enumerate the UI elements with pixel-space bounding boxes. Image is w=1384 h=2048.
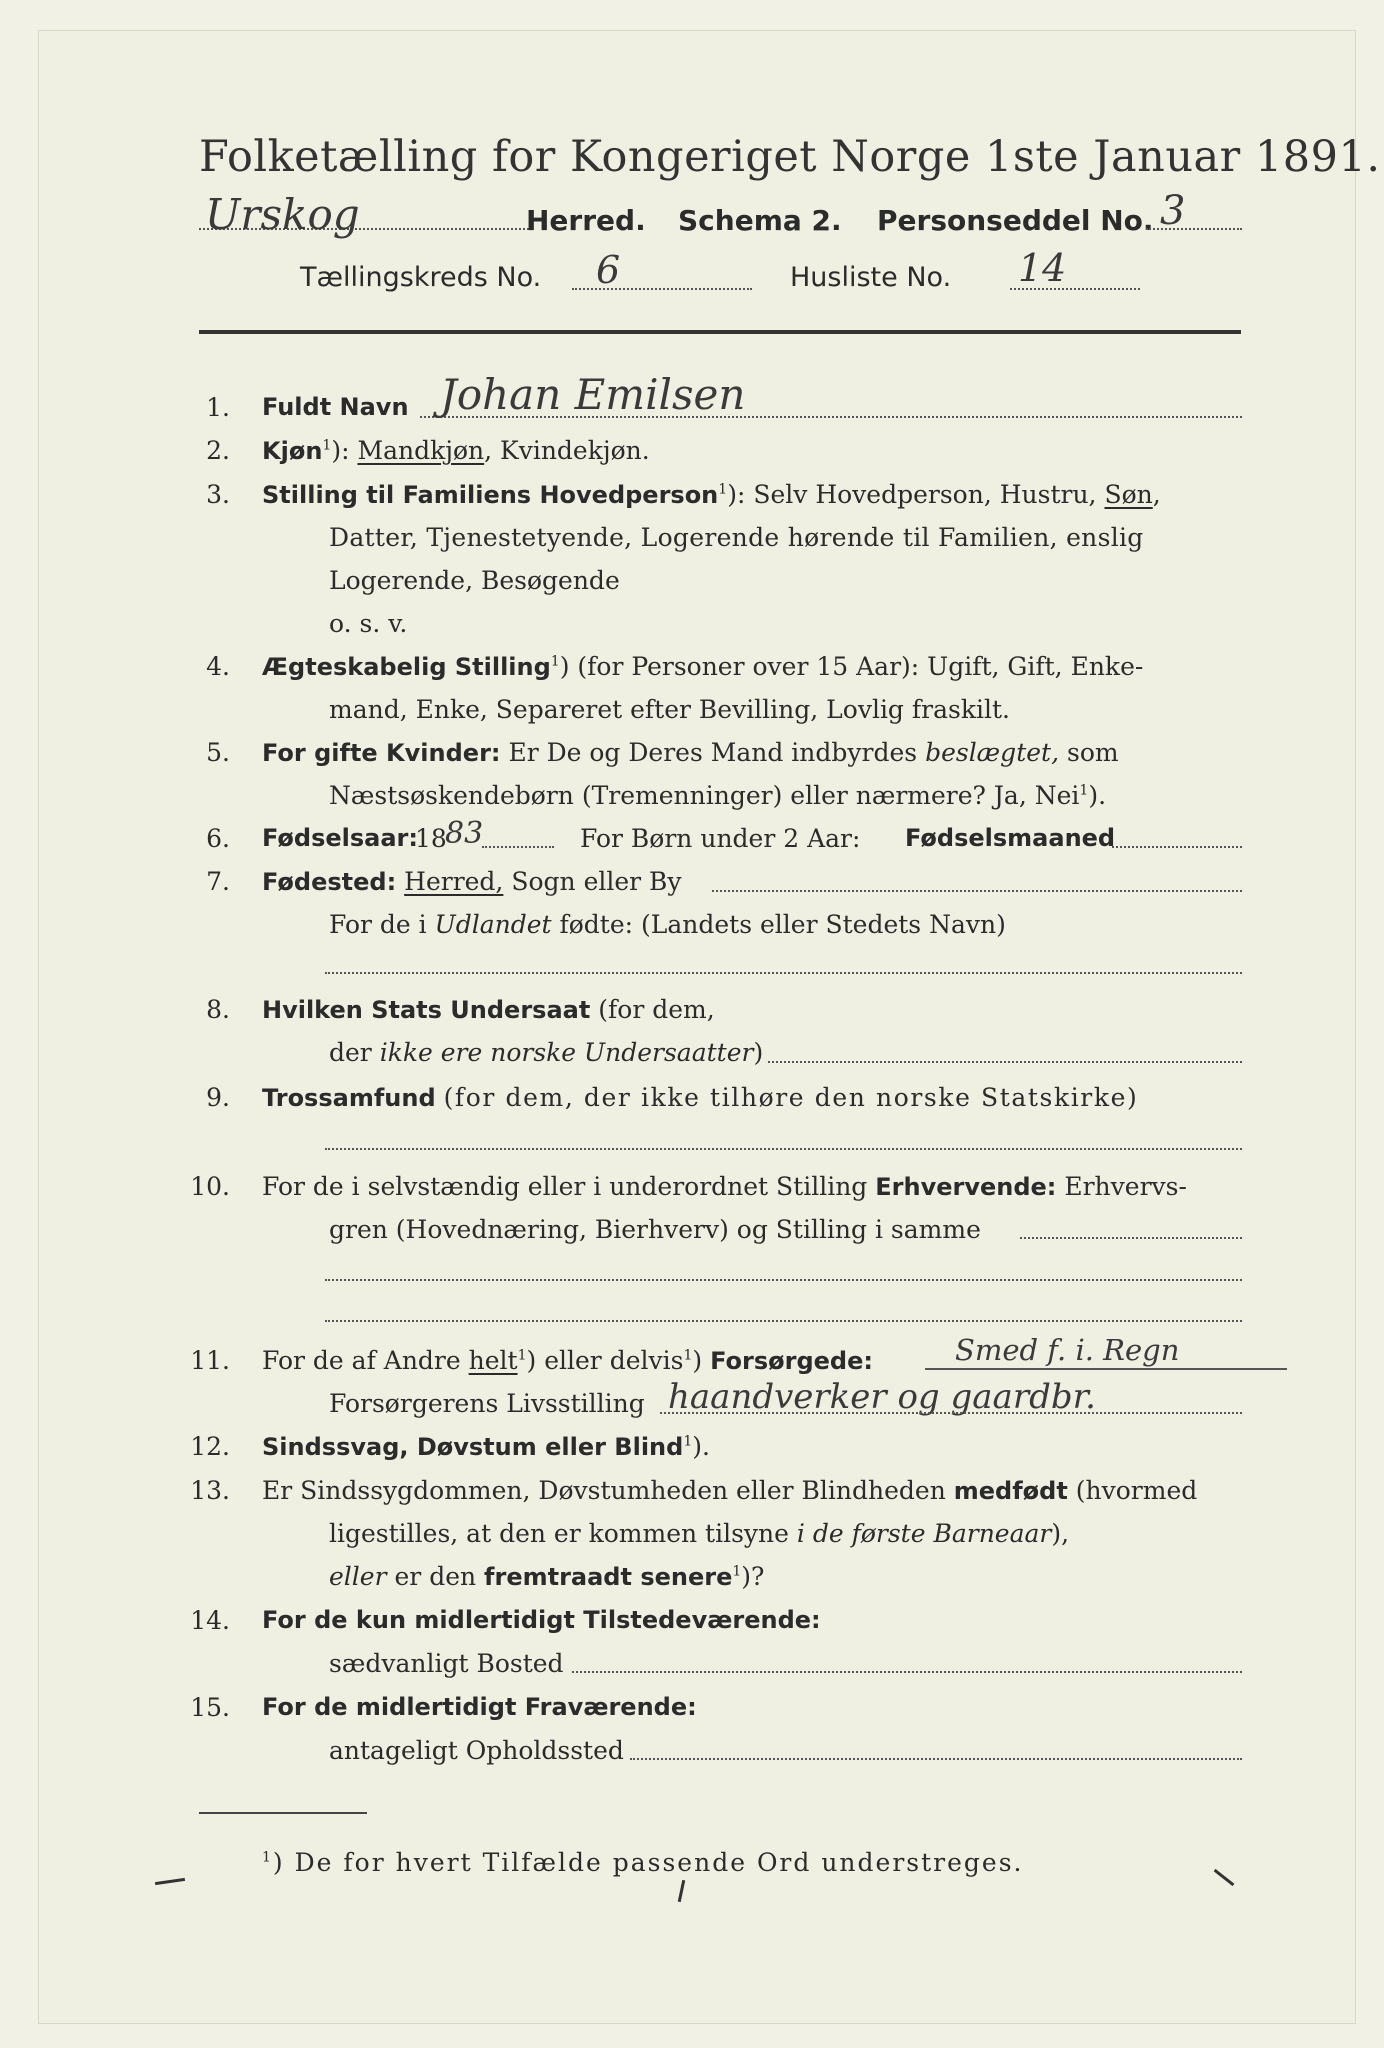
item-13-line-3-mid: er den: [394, 1562, 477, 1591]
birthplace-herred-option: Herred,: [404, 867, 504, 896]
footnote-rule: [199, 1812, 367, 1814]
item-5-line-1: [262, 738, 1119, 767]
item-13-line-3-end: )?: [741, 1562, 765, 1591]
herred-value: Urskog: [205, 190, 360, 239]
item-11-underline: [925, 1368, 1287, 1370]
item-3-number: 3.: [206, 480, 230, 509]
form-title: Folketælling for Kongeriget Norge 1ste Januar 1891.: [199, 132, 1381, 182]
item-11-sup-2: 1: [683, 1347, 693, 1364]
item-5-line-2-end: ).: [1088, 781, 1107, 810]
item-4-number: 4.: [206, 652, 230, 681]
full-name-value: Johan Emilsen: [440, 370, 746, 419]
item-1-label: Fuldt Navn: [262, 393, 409, 421]
item-3-sup: 1: [718, 481, 728, 498]
item-5-line-1-rest: Er De og Deres Mand indbyrdes: [508, 738, 918, 767]
item-3-line-4: o. s. v.: [329, 609, 408, 638]
item-13-sup: 1: [732, 1563, 742, 1580]
item-11-line-1: [262, 1346, 873, 1375]
personseddel-value: 3: [1160, 188, 1186, 234]
item-3-line-3: Logerende, Besøgende: [329, 566, 620, 595]
item-14-line-2: sædvanligt Bosted: [329, 1649, 564, 1678]
item-2-sup: 1: [322, 437, 332, 454]
item-8-number: 8.: [206, 995, 230, 1024]
taellingskreds-label: Tællingskreds No.: [300, 262, 542, 293]
item-10-answer-line-1: [325, 1279, 1242, 1281]
item-10-line-1-pre: For de i selvstændig eller i underordnet Stilling: [262, 1172, 868, 1201]
item-11-line-2-label: Forsørgerens Livsstilling: [329, 1389, 645, 1418]
item-5-line-2-text: Næstsøskendebørn (Tremenninger) eller nærmere? Ja, Nei: [329, 781, 1080, 810]
item-4-sup: 1: [550, 653, 560, 670]
provider-occupation-value: haandverker og gaardbr.: [668, 1377, 1096, 1417]
item-13-line-1-end: (hvormed: [1075, 1476, 1198, 1505]
item-13-number: 13.: [190, 1476, 230, 1505]
item-15-dotted-line: [630, 1758, 1242, 1760]
item-7-options-rest: Sogn eller By: [511, 867, 682, 896]
item-9-number: 9.: [206, 1083, 230, 1112]
item-3-options: Selv Hovedperson, Hustru,: [753, 480, 1097, 509]
item-3-after: ):: [727, 480, 746, 509]
item-7-number: 7.: [206, 867, 230, 896]
item-12-label: Sindssvag, Døvstum eller Blind: [262, 1433, 684, 1461]
supported-fully-option: helt: [468, 1346, 518, 1375]
item-12-sup: 1: [683, 1433, 693, 1450]
item-14-number: 14.: [190, 1606, 230, 1635]
birth-year-prefix: 18: [415, 824, 447, 853]
gender-female-option: , Kvindekjøn.: [484, 436, 650, 465]
item-9-label: Trossamfund: [262, 1084, 436, 1112]
birth-month-dotted-line: [1112, 846, 1242, 848]
item-11-line-1-pre: For de af Andre: [262, 1346, 461, 1375]
item-8-line-2-end: ): [753, 1038, 764, 1067]
item-6-number: 6.: [206, 824, 230, 853]
item-15-label: For de midlertidigt Fraværende:: [262, 1693, 697, 1721]
item-2-text: [262, 436, 650, 465]
item-11-sup-1: 1: [517, 1347, 527, 1364]
husliste-value: 14: [1018, 246, 1067, 290]
item-13-line-2: [329, 1519, 1069, 1548]
item-8-line-2-pre: der: [329, 1038, 372, 1067]
item-5-line-2: [329, 781, 1106, 810]
relation-son-option: Søn: [1104, 480, 1153, 509]
item-7-answer-line: [325, 972, 1242, 974]
item-13-line-2-end: ),: [1051, 1519, 1070, 1548]
item-7-line-2: [329, 910, 1006, 939]
personseddel-label: Personseddel No.: [877, 204, 1154, 237]
item-3-line-2: Datter, Tjenestetyende, Logerende hørende til Familien, enslig: [329, 523, 1144, 552]
footnote: [262, 1848, 1023, 1877]
item-9-answer-line: [325, 1148, 1242, 1150]
item-7-line-1: [262, 867, 682, 896]
item-12-number: 12.: [190, 1432, 230, 1461]
item-8-dotted-line: [768, 1061, 1242, 1063]
item-8-italic: ikke ere norske Undersaatter: [379, 1038, 754, 1067]
item-10-dotted-line: [1020, 1237, 1242, 1239]
item-13-line-3-italic: eller: [329, 1562, 387, 1591]
item-7-line-2-rest: fødte: (Landets eller Stedets Navn): [559, 910, 1006, 939]
item-7-line-2-pre: For de i: [329, 910, 427, 939]
item-10-line-1: [262, 1172, 1187, 1201]
item-6-child-text: For Børn under 2 Aar:: [580, 824, 861, 853]
item-5-label: For gifte Kvinder:: [262, 739, 501, 767]
husliste-label: Husliste No.: [790, 262, 952, 293]
item-13-line-3: [329, 1562, 764, 1591]
item-5-number: 5.: [206, 738, 230, 767]
item-4-line-1-rest: ) (for Personer over 15 Aar): Ugift, Gift, Enke-: [559, 652, 1144, 681]
header-rule: [199, 330, 1241, 334]
supported-value: Smed f. i. Regn: [955, 1333, 1180, 1367]
item-13-italic: i de første Barneaar: [796, 1519, 1052, 1548]
item-10-number: 10.: [190, 1172, 230, 1201]
item-2-after: ):: [331, 436, 350, 465]
item-11-label: Forsørgede:: [710, 1347, 873, 1375]
item-1-number: 1.: [206, 393, 230, 422]
footnote-text: ) De for hvert Tilfælde passende Ord understreges.: [272, 1848, 1024, 1877]
item-15-number: 15.: [190, 1693, 230, 1722]
item-7-dotted-line: [712, 890, 1242, 892]
schema-label: Schema 2.: [678, 204, 842, 237]
item-11-dotted-line: [660, 1412, 1242, 1414]
item-9-line-1: [262, 1083, 1138, 1112]
item-3-line-1: [262, 480, 1161, 509]
item-13-bold: medfødt: [953, 1477, 1068, 1505]
item-5-line-1-end: som: [1066, 738, 1119, 767]
item-11-mid: ) eller: [526, 1346, 602, 1375]
item-15-line-2: antageligt Opholdssted: [329, 1736, 624, 1765]
herred-label: Herred.: [526, 204, 646, 237]
item-3-label: Stilling til Familiens Hovedperson: [262, 481, 719, 509]
item-12-end: ).: [692, 1432, 710, 1461]
item-2-label: Kjøn: [262, 437, 323, 465]
item-9-rest: (for dem, der ikke tilhøre den norske Statskirke): [443, 1083, 1139, 1112]
item-4-line-2: mand, Enke, Separeret efter Bevilling, Lovlig fraskilt.: [329, 695, 1010, 724]
item-11-after: ): [692, 1346, 703, 1375]
item-6-label: Fødselsaar:: [262, 824, 418, 852]
item-3-line-1-end: ,: [1152, 480, 1161, 509]
item-13-line-2-pre: ligestilles, at den er kommen tilsyne: [329, 1519, 789, 1548]
item-8-line-1-rest: (for dem,: [598, 995, 715, 1024]
taellingskreds-value: 6: [596, 248, 621, 292]
item-4-label: Ægteskabelig Stilling: [262, 653, 551, 681]
birth-year-value: 83: [445, 816, 484, 851]
item-10-answer-line-2: [325, 1320, 1242, 1322]
item-13-line-1: [262, 1476, 1197, 1505]
item-5-italic: beslægtet,: [925, 738, 1060, 767]
item-11-number: 11.: [190, 1346, 230, 1375]
item-12-line-1: [262, 1432, 710, 1461]
item-10-line-2: gren (Hovednæring, Bierhverv) og Stilling i samme: [329, 1215, 981, 1244]
item-14-label: For de kun midlertidigt Tilstedeværende:: [262, 1606, 821, 1634]
item-2-number: 2.: [206, 436, 230, 465]
footnote-sup: 1: [262, 1849, 273, 1866]
item-10-line-1-end: Erhvervs-: [1064, 1172, 1187, 1201]
item-4-line-1: [262, 652, 1143, 681]
item-8-line-2: [329, 1038, 763, 1067]
item-8-line-1: [262, 995, 715, 1024]
item-13-line-1-pre: Er Sindssygdommen, Døvstumheden eller Blindheden: [262, 1476, 946, 1505]
item-7-italic: Udlandet: [434, 910, 552, 939]
item-10-bold: Erhvervende:: [875, 1173, 1057, 1201]
supported-partly-option: delvis: [609, 1346, 684, 1375]
item-5-sup: 1: [1079, 782, 1089, 799]
birth-year-dotted-line: [482, 846, 554, 848]
item-14-dotted-line: [572, 1671, 1242, 1673]
item-8-label: Hvilken Stats Undersaat: [262, 996, 591, 1024]
item-6-child-label: Fødselsmaaned: [905, 824, 1116, 852]
gender-male-option: Mandkjøn: [357, 436, 485, 465]
item-7-label: Fødested:: [262, 868, 397, 896]
item-13-line-3-bold: fremtraadt senere: [484, 1563, 733, 1591]
